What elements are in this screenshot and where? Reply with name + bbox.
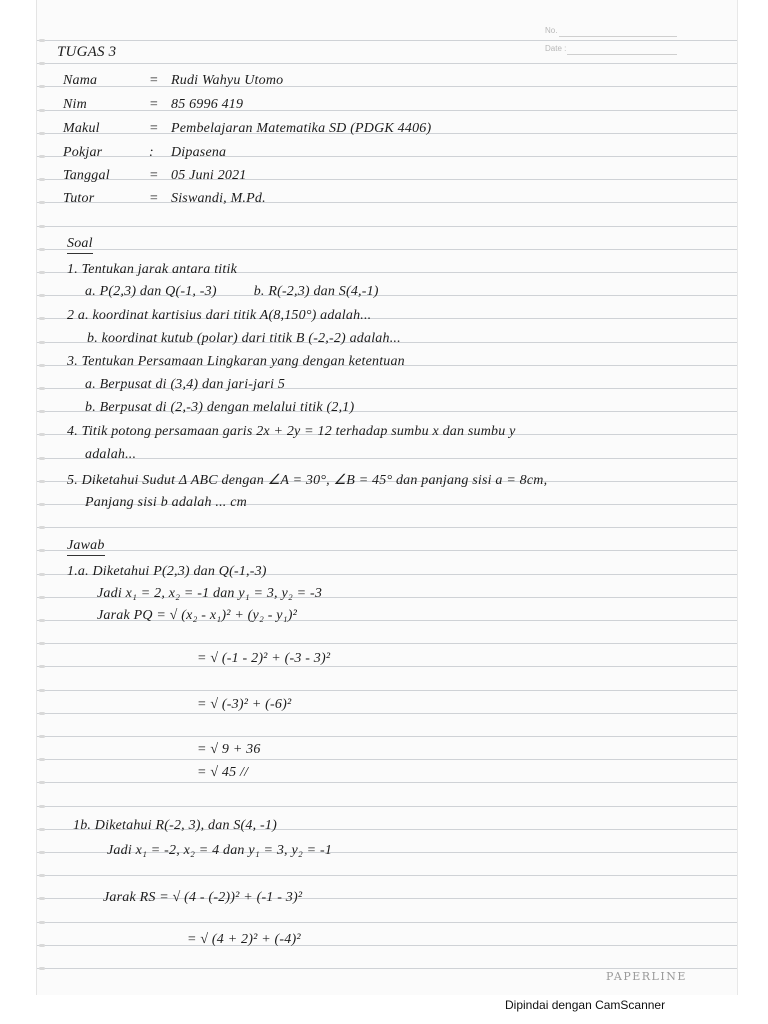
jawab-line: Jadi x₁ = 2, x₂ = -1 dan y₁ = 3, y₂ = -3 [97, 586, 323, 601]
ruled-line [37, 63, 737, 64]
soal-line: 3. Tentukan Persamaan Lingkaran yang dengan ketentuan [67, 354, 405, 369]
jawab-line: = √ (4 + 2)² + (-4)² [187, 932, 301, 947]
soal-heading: Soal [67, 236, 93, 254]
margin-notch [39, 364, 45, 367]
identity-value: Dipasena [171, 145, 227, 160]
margin-notch [39, 805, 45, 808]
margin-notch [39, 549, 45, 552]
soal-line: adalah... [85, 447, 137, 462]
identity-row: Nim = 85 6996 419 [63, 97, 244, 112]
identity-row: Nama = Rudi Wahyu Utomo [63, 73, 284, 88]
no-label: No. [545, 26, 558, 35]
soal-line: 1. Tentukan jarak antara titik [67, 262, 237, 277]
soal-line: 4. Titik potong persamaan garis 2x + 2y = 12 terhadap sumbu x dan sumbu y [67, 424, 516, 439]
margin-notch [39, 944, 45, 947]
soal-line: b. Berpusat di (2,-3) dengan melalui titik (2,1) [85, 400, 355, 415]
ruled-line [37, 666, 737, 667]
margin-notch [39, 457, 45, 460]
margin-notch [39, 851, 45, 854]
margin-notch [39, 503, 45, 506]
margin-notch [39, 155, 45, 158]
jawab-line: 1b. Diketahui R(-2, 3), dan S(4, -1) [73, 818, 277, 833]
soal-line: Panjang sisi b adalah ... cm [85, 495, 247, 510]
margin-notch [39, 781, 45, 784]
margin-notch [39, 897, 45, 900]
identity-label: Makul [63, 121, 100, 136]
paper-brand: PAPERLINE [606, 970, 687, 983]
identity-label: Tutor [63, 191, 95, 206]
margin-notch [39, 689, 45, 692]
margin-notch [39, 387, 45, 390]
margin-notch [39, 526, 45, 529]
jawab-line: = √ 45 // [197, 765, 249, 780]
margin-notch [39, 573, 45, 576]
jawab-line: Jarak PQ = √ (x₂ - x₁)² + (y₂ - y₁)² [97, 608, 298, 623]
soal-line: a. P(2,3) dan Q(-1, -3) b. R(-2,3) dan S(4,-1) [85, 284, 379, 299]
margin-notch [39, 132, 45, 135]
identity-row: Tanggal = 05 Juni 2021 [63, 168, 247, 183]
margin-notch [39, 828, 45, 831]
margin-notch [39, 178, 45, 181]
margin-notch [39, 665, 45, 668]
margin-notch [39, 410, 45, 413]
identity-label: Pokjar [63, 145, 103, 160]
ruled-line [37, 690, 737, 691]
ruled-line [37, 736, 737, 737]
ruled-line [37, 226, 737, 227]
ruled-line [37, 875, 737, 876]
margin-notch [39, 317, 45, 320]
identity-row: Tutor = Siswandi, M.Pd. [63, 191, 266, 206]
identity-value: Rudi Wahyu Utomo [171, 73, 284, 88]
jawab-line: = √ (-1 - 2)² + (-3 - 3)² [197, 651, 331, 666]
ruled-line [37, 550, 737, 551]
identity-label: Tanggal [63, 168, 110, 183]
margin-notch [39, 921, 45, 924]
identity-label: Nim [63, 97, 87, 112]
identity-value: Siswandi, M.Pd. [171, 191, 266, 206]
margin-notch [39, 758, 45, 761]
margin-notch [39, 39, 45, 42]
ruled-line [37, 527, 737, 528]
ruled-line [37, 945, 737, 946]
ruled-line [37, 806, 737, 807]
jawab-line: Jadi x₁ = -2, x₂ = 4 dan y₁ = 3, y₂ = -1 [107, 843, 333, 858]
margin-notch [39, 201, 45, 204]
identity-label: Nama [63, 73, 98, 88]
ruled-line [37, 922, 737, 923]
identity-value: 85 6996 419 [171, 97, 244, 112]
ruled-line [37, 249, 737, 250]
margin-notch [39, 712, 45, 715]
soal-line: 5. Diketahui Sudut Δ ABC dengan ∠A = 30°, ∠B = 45° dan panjang sisi a = 8cm, [67, 473, 548, 488]
page-title: TUGAS 3 [57, 44, 117, 60]
jawab-heading: Jawab [67, 538, 105, 556]
notebook-page [36, 0, 738, 995]
date-line [567, 54, 677, 55]
ruled-line [37, 713, 737, 714]
ruled-line [37, 40, 737, 41]
identity-value: Pembelajaran Matematika SD (PDGK 4406) [171, 121, 432, 136]
margin-notch [39, 271, 45, 274]
margin-notch [39, 874, 45, 877]
ruled-line [37, 759, 737, 760]
identity-value: 05 Juni 2021 [171, 168, 247, 183]
margin-notch [39, 735, 45, 738]
margin-notch [39, 596, 45, 599]
margin-notch [39, 85, 45, 88]
margin-notch [39, 62, 45, 65]
identity-row: Pokjar : Dipasena [63, 145, 227, 160]
margin-notch [39, 248, 45, 251]
soal-line: b. koordinat kutub (polar) dari titik B (-2,-2) adalah... [87, 331, 401, 346]
no-line [559, 36, 677, 37]
date-label: Date : [545, 44, 567, 53]
ruled-line [37, 643, 737, 644]
margin-notch [39, 341, 45, 344]
soal-line: a. Berpusat di (3,4) dan jari-jari 5 [85, 377, 286, 392]
ruled-line [37, 458, 737, 459]
jawab-line: = √ (-3)² + (-6)² [197, 697, 292, 712]
jawab-line: 1.a. Diketahui P(2,3) dan Q(-1,-3) [67, 564, 267, 579]
margin-notch [39, 225, 45, 228]
margin-notch [39, 294, 45, 297]
identity-row: Makul = Pembelajaran Matematika SD (PDGK 4406) [63, 121, 432, 136]
margin-notch [39, 109, 45, 112]
ruled-line [37, 968, 737, 969]
margin-notch [39, 619, 45, 622]
scanner-watermark: Dipindai dengan CamScanner [505, 998, 666, 1012]
margin-notch [39, 967, 45, 970]
margin-notch [39, 642, 45, 645]
margin-notch [39, 480, 45, 483]
soal-line: 2 a. koordinat kartisius dari titik A(8,150°) adalah... [67, 308, 372, 323]
ruled-line [37, 782, 737, 783]
jawab-line: Jarak RS = √ (4 - (-2))² + (-1 - 3)² [103, 890, 303, 905]
jawab-line: = √ 9 + 36 [197, 742, 261, 757]
margin-notch [39, 433, 45, 436]
